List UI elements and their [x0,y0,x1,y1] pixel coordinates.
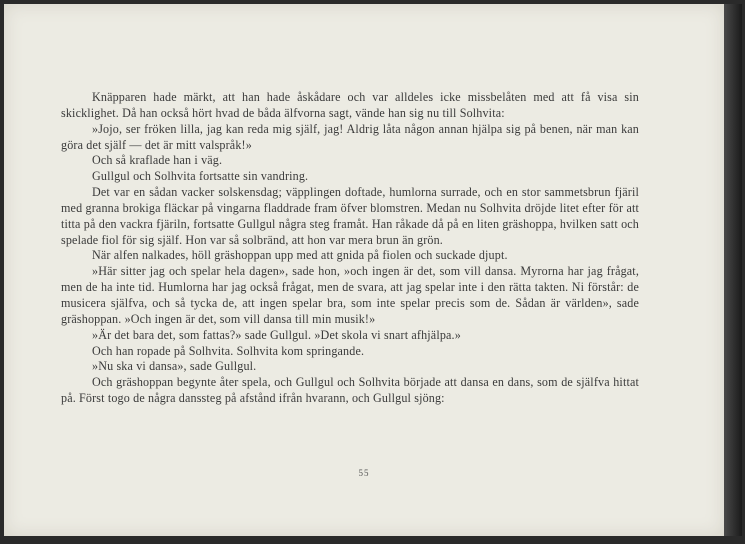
paragraph: Och han ropade på Solhvita. Solhvita kom springande. [92,343,365,358]
paragraph: Och gräshoppan begynte åter spela, och Gullgul och Solhvita började att dansa en dans, som de själfva hittat på. Först togo de några danssteg på afstånd ifrån hvarann, och Gullgul sjöng: [61,375,639,406]
paragraph: »Jojo, ser fröken lilla, jag kan reda mig själf, jag! Aldrig låta någon annan hjälpa sig på benen, när man kan göra det själf — det är mitt valspråk!» [61,121,639,152]
page-number: 55 [358,468,370,478]
paragraph: »Nu ska vi dansa», sade Gullgul. [92,359,257,374]
paragraph: Knäpparen hade märkt, att han hade åskådare och var alldeles icke missbelåten med att få visa sin skicklighet. Då han också hört hvad de båda älfvorna sagt, vände han sig nu till Solhvita: [61,90,639,120]
paragraph: Det var en sådan vacker solskensdag; väpplingen doftade, humlorna surrade, och en stor sammetsbrun fjäril med granna brokiga fläckar på vingarna fladdrade fram öfver blomstren. Medan nu Solhvita dröjde litet efter för att titta på den vackra fjäriln, fortsatte Gullgul några steg framåt. Han råkade då på en liten gräshoppa, hvilken satt och spelade fiol för sig själf. Hon var så solbränd, att hon var mera brun än grön. [61,185,639,247]
book-page [4,4,724,536]
paragraph: När alfen nalkades, höll gräshoppan upp med att gnida på fiolen och suckade djupt. [92,248,508,263]
paragraph: Gullgul och Solhvita fortsatte sin vandring. [92,169,309,184]
text-body [61,90,639,407]
paragraph: Och så kraflade han i väg. [92,153,223,168]
paragraph: »Här sitter jag och spelar hela dagen», sade hon, »och ingen är det, som vill dansa. Myrorna har jag frågat, men de ha inte tid. Humlorna har jag också frågat, men de svara, att jag spelar inte i den rätta takten. Ni förstår: de musicera själfva, och så tycka de, att ingen spelar bra, som inte spelar precis som de. Sådan är världen», sade gräshoppan. »Och ingen är det, som vill dansa till min musik!» [61,264,639,326]
paragraph: »Är det bara det, som fattas?» sade Gullgul. »Det skola vi snart afhjälpa.» [92,327,461,342]
